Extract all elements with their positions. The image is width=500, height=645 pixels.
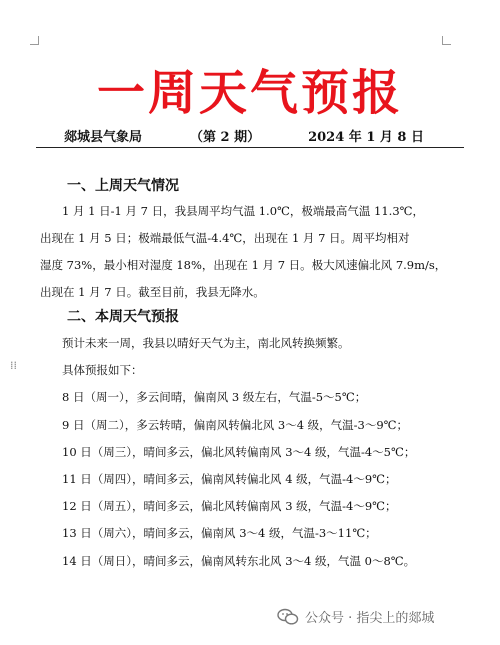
forecast-day-item: 11 日（周四），晴间多云，偏南风转偏北风 4 级，气温-4～9℃； [62, 472, 397, 487]
forecast-day-item: 14 日（周日），晴间多云，偏南风转东北风 3～4 级，气温 0～8℃。 [62, 553, 416, 568]
section-heading-last-week: 一、上周天气情况 [67, 178, 179, 194]
page-corner-mark-left [30, 36, 39, 45]
last-week-summary [40, 198, 450, 306]
drag-handle-icon[interactable]: ⁞⁞ [10, 359, 17, 372]
document-header [64, 126, 424, 145]
section-heading-this-week: 二、本周天气预报 [67, 309, 179, 325]
forecast-day-item: 13 日（周六），晴间多云，偏南风 3～4 级，气温-3～11℃； [62, 526, 377, 541]
summary-line: 出现在 1 月 5 日；极端最低气温-4.4℃，出现在 1 月 7 日。周平均相对 [40, 231, 410, 245]
forecast-day-item: 12 日（周五），晴间多云，偏北风转偏南风 3 级，气温-4～9℃； [62, 499, 397, 514]
forecast-day-item: 8 日（周一），多云间晴，偏南风 3 级左右，气温-5～5℃； [62, 390, 367, 405]
forecast-day-item: 9 日（周二），多云转晴，偏南风转偏北风 3～4 级，气温-3～9℃； [62, 417, 409, 432]
wechat-official-account-icon [277, 608, 299, 626]
summary-line: 1 月 1 日-1 月 7 日，我县周平均气温 1.0℃，极端最高气温 11.3℃， [62, 204, 425, 218]
issue-number: （第 2 期） [190, 130, 261, 145]
issue-date: 2024 年 1 月 8 日 [308, 130, 424, 145]
forecast-day-item: 10 日（周三），晴间多云，偏北风转偏南风 3～4 级，气温-4～5℃； [62, 444, 416, 459]
page-corner-mark-right [442, 36, 451, 45]
watermark-text: 公众号 · 指尖上的郯城 [305, 611, 435, 626]
summary-line: 出现在 1 月 7 日。截至目前，我县无降水。 [40, 285, 265, 299]
issuing-organization: 郯城县气象局 [64, 130, 143, 145]
watermark [277, 607, 434, 626]
header-divider [36, 147, 464, 148]
forecast-intro: 预计未来一周，我县以晴好天气为主，南北风转换频繁。 [62, 336, 350, 350]
page-title: 一周天气预报 [96, 65, 403, 121]
summary-line: 湿度 73%，最小相对湿度 18%，出现在 1 月 7 日。极大风速偏北风 7.9m/s， [40, 258, 447, 272]
forecast-list [40, 330, 460, 575]
forecast-detail-label: 具体预报如下： [62, 363, 143, 378]
